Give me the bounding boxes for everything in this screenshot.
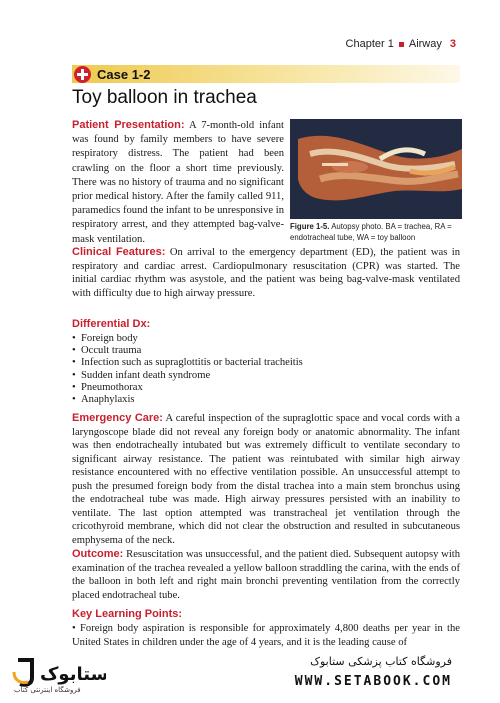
store-url[interactable]: WWW.SETABOOK.COM: [294, 674, 452, 689]
list-item: • Anaphylaxis: [72, 394, 303, 406]
case-title: Toy balloon in trachea: [72, 87, 257, 108]
list-item: • Sudden infant death syndrome: [72, 370, 303, 382]
list-item: • Foreign body: [72, 333, 303, 345]
differential-heading: Differential Dx:: [72, 318, 151, 330]
case-label: Case 1-2: [97, 66, 151, 82]
running-header: [346, 38, 456, 50]
medical-cross-icon: [74, 66, 91, 83]
figure-caption: [290, 222, 462, 243]
key-point-text: Foreign body aspiration is responsible for approximately 4,800 deaths per year in the United States in children under the age of 4 years, and it is the leading cause of: [72, 623, 460, 648]
emergency-care-paragraph: [72, 412, 460, 547]
outcome-paragraph: [72, 548, 460, 602]
clinical-features-paragraph: [72, 246, 460, 300]
autopsy-photo: [290, 119, 462, 219]
emergency-care-text: A careful inspection of the supraglottic space and vocal cords with a laryngoscope blade did not reveal any foreign body or anatomic abnormality. The infant was then endotracheally intubated but was extremely difficult to ventilate secondary to significant airway resistance. The patient was reintubated with similar high airway resistance encountered with no effective ventilation possible. An unsuccessful attempt to push the presumed foreign body from the distal trachea into a main stem bronchus using the endotracheal tube was made. High airway pressures persisted with an inability to ventilate. The last option attempted was transtracheal jet ventilation through the cricothyroid membrane, which did not clear the obstruction and resulted in subcutaneous emphysema of the neck.: [72, 413, 460, 546]
patient-presentation-text: A 7-month-old infant was found by family members to have severe respiratory distress. The patient had been crawling on the floor a short time previously. There was no history of trauma and no significant prior medical history. After the family called 911, paramedics found the infant to be unresponsive in respiratory arrest, and they attempted bag-valve-mask ventilation.: [72, 120, 284, 245]
key-points-heading: Key Learning Points:: [72, 608, 183, 620]
figure-caption-text: Autopsy photo. BA = trachea, RA = endotracheal tube, WA = toy balloon: [290, 222, 452, 242]
store-name: فروشگاه کتاب پزشکی ستابوک: [310, 655, 452, 668]
chapter-label: Chapter 1: [345, 38, 394, 50]
patient-presentation-paragraph: [72, 118, 284, 247]
clinical-features-heading: Clinical Features:: [72, 246, 166, 258]
list-item: • Pneumothorax: [72, 382, 303, 394]
outcome-heading: Outcome:: [72, 548, 124, 560]
page-number: 3: [449, 38, 456, 50]
section-label: Airway: [408, 38, 442, 50]
list-item: • Occult trauma: [72, 345, 303, 357]
key-point-item: • Foreign body aspiration is responsible for approximately 4,800 deaths per year in the United States in children under the age of 4 years, and it is the leading cause of: [72, 623, 460, 648]
separator-square-icon: [399, 42, 404, 47]
patient-presentation-heading: Patient Presentation:: [72, 119, 185, 131]
figure-label: Figure 1-5.: [290, 222, 330, 231]
logo-text: ستابوک: [40, 664, 106, 685]
outcome-text: Resuscitation was unsuccessful, and the patient died. Subsequent autopsy with examination of the trachea revealed a yellow balloon straddling the carina, with the ends of the balloon in both left and right main bronchi preventing ventilation from the correctly placed endotracheal tube.: [72, 549, 460, 601]
differential-list: [72, 333, 303, 406]
clinical-features-text: On arrival to the emergency department (ED), the patient was in respiratory and cardiac arrest. Cardiopulmonary resuscitation (CPR) was started. The initial cardiac rhythm was asystole, and the patient was being bag-valve-mask ventilated with difficulty due to high airway pressure.: [72, 247, 461, 299]
logo-subtext: فروشگاه اینترنتی کتاب: [14, 686, 81, 694]
list-item: • Infection such as supraglottitis or bacterial tracheitis: [72, 357, 303, 369]
case-banner: [72, 65, 460, 83]
emergency-care-heading: Emergency Care:: [72, 412, 163, 424]
